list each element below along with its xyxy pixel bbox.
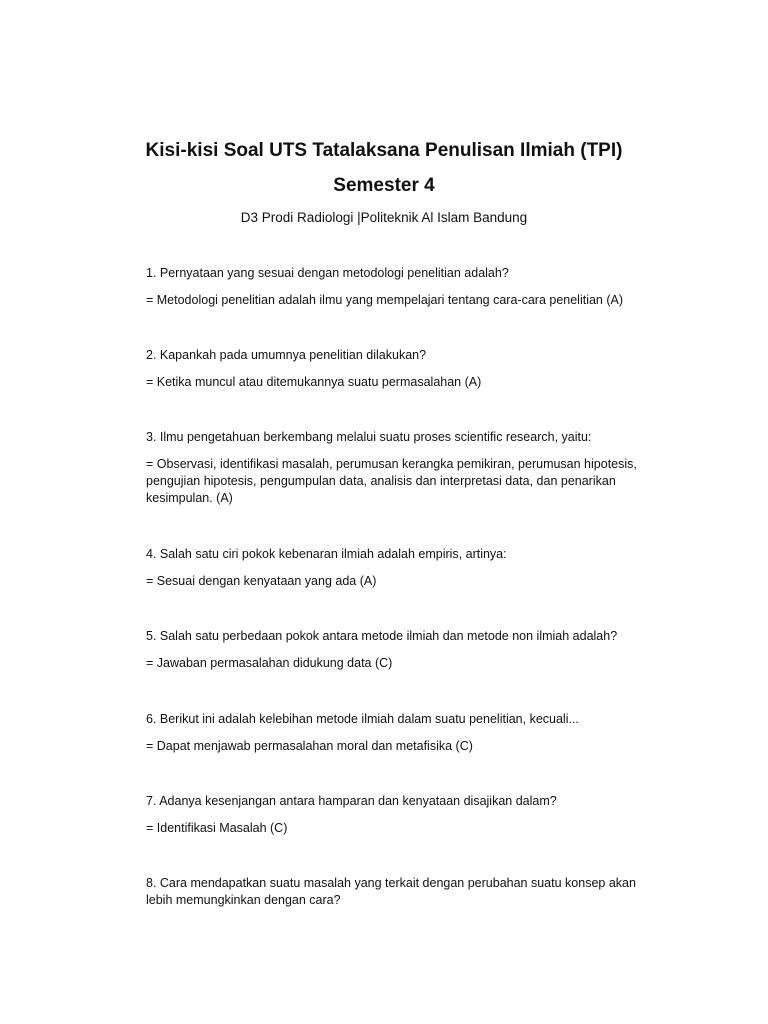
answer-text: = Dapat menjawab permasalahan moral dan metafisika (C) (146, 739, 473, 753)
answer-text: = Identifikasi Masalah (C) (146, 821, 288, 835)
answer-text: = Metodologi penelitian adalah ilmu yang mempelajari tentang cara-cara penelitian (A) (146, 293, 624, 307)
question-text: 6. Berikut ini adalah kelebihan metode ilmiah dalam suatu penelitian, kecuali... (146, 712, 579, 726)
qa-item-5 (146, 628, 656, 672)
semester-heading: Semester 4 (333, 175, 435, 196)
answer-text: = Sesuai dengan kenyataan yang ada (A) (146, 574, 377, 588)
qa-item-6 (146, 711, 656, 755)
qa-item-3 (146, 429, 656, 507)
question-text: 8. Cara mendapatkan suatu masalah yang terkait dengan perubahan suatu konsep akan lebih memungkinkan dengan cara? (146, 876, 636, 907)
answer-text: = Ketika muncul atau ditemukannya suatu permasalahan (A) (146, 375, 482, 389)
question-text: 5. Salah satu perbedaan pokok antara metode ilmiah dan metode non ilmiah adalah? (146, 629, 618, 643)
answer-text: = Observasi, identifikasi masalah, perumusan kerangka pemikiran, perumusan hipotesis, pengujian hipotesis, pengumpulan data, analisis dan interpretasi data, dan penarikan kesimpulan. (A) (146, 457, 637, 505)
qa-item-7 (146, 793, 656, 837)
question-text: 2. Kapankah pada umumnya penelitian dilakukan? (146, 348, 427, 362)
qa-item-4 (146, 546, 656, 590)
qa-item-1 (146, 265, 656, 309)
qa-item-2 (146, 347, 656, 391)
question-text: 4. Salah satu ciri pokok kebenaran ilmiah adalah empiris, artinya: (146, 547, 507, 561)
question-text: 7. Adanya kesenjangan antara hamparan dan kenyataan disajikan dalam? (146, 794, 557, 808)
question-text: 1. Pernyataan yang sesuai dengan metodologi penelitian adalah? (146, 266, 509, 280)
question-text: 3. Ilmu pengetahuan berkembang melalui suatu proses scientific research, yaitu: (146, 430, 592, 444)
document-title: Kisi-kisi Soal UTS Tatalaksana Penulisan Ilmiah (TPI) (145, 140, 623, 161)
answer-text: = Jawaban permasalahan didukung data (C) (146, 656, 393, 670)
institution-line: D3 Prodi Radiologi |Politeknik Al Islam Bandung (240, 210, 528, 225)
qa-item-8 (146, 875, 656, 909)
